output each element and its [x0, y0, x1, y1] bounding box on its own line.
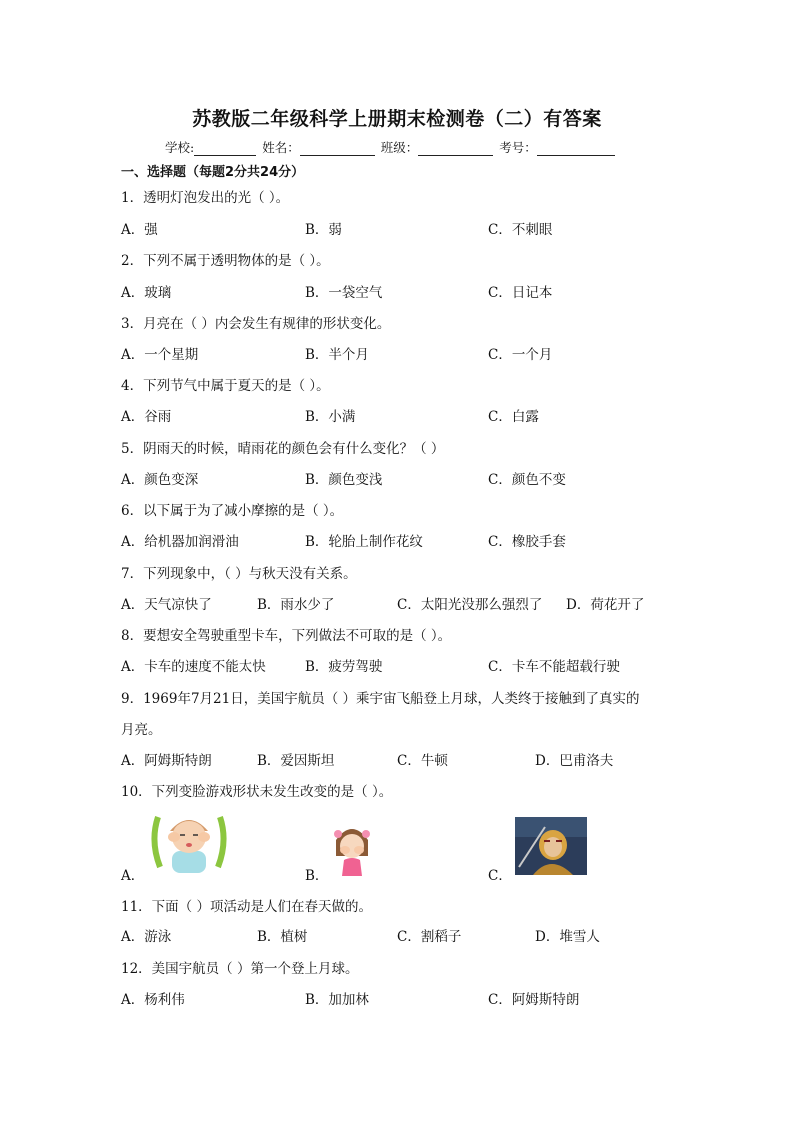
option-a: A．一个星期 [121, 347, 199, 363]
option-c: C．白露 [488, 409, 539, 425]
question-8: 8．要想安全驾驶重型卡车，下列做法不可取的是（ ）。 [121, 628, 452, 644]
question-5: 5．阴雨天的时候，晴雨花的颜色会有什么变化？（ ） [121, 441, 445, 457]
question-4: 4．下列节气中属于夏天的是（ ）。 [121, 378, 330, 394]
options-row-6 [121, 530, 681, 550]
option-a: A．颜色变深 [121, 472, 199, 488]
options-row-5 [121, 468, 681, 488]
question-6: 6．以下属于为了减小摩擦的是（ ）。 [121, 503, 344, 519]
option-c: C．一个月 [488, 347, 553, 363]
options-row-7 [121, 593, 681, 613]
option-b: B．一袋空气 [305, 285, 383, 301]
option-c: C．卡车不能超载行驶 [488, 659, 620, 675]
option-b: B．轮胎上制作花纹 [305, 534, 423, 550]
options-row-4 [121, 405, 681, 425]
option-a: A．给机器加润滑油 [121, 534, 239, 550]
option-b: B．疲劳驾驶 [305, 659, 383, 675]
question-12: 12．美国宇航员（ ）第一个登上月球。 [121, 961, 359, 977]
option-c: C．割稻子 [397, 929, 462, 945]
student-info-line [165, 138, 621, 156]
option-b: B．加加林 [305, 992, 369, 1008]
class-label: 班级： [380, 140, 419, 155]
options-row-3 [121, 343, 681, 363]
exam-no-blank [537, 141, 615, 156]
option-c: C．橡胶手套 [488, 534, 566, 550]
option-a: A．谷雨 [121, 409, 172, 425]
options-row-12 [121, 988, 681, 1008]
name-label: 姓名： [262, 140, 300, 155]
question-9: 9．1969年7月21日，美国宇航员（ ）乘宇宙飞船登上月球，人类终于接触到了真实的 [121, 691, 640, 707]
option-a: A．杨利伟 [121, 992, 185, 1008]
option-c: C．牛顿 [397, 753, 448, 769]
page-title: 苏教版二年级科学上册期末检测卷（二）有答案 [192, 108, 602, 130]
options-row-8 [121, 655, 681, 675]
options-row-1 [121, 218, 681, 238]
question-7: 7．下列现象中，（ ）与秋天没有关系。 [121, 566, 357, 582]
option-b: B．小满 [305, 409, 356, 425]
school-label: 学校: [165, 140, 195, 155]
option-d: D．堆雪人 [535, 929, 600, 945]
question-1: 1．透明灯泡发出的光（ ）。 [121, 190, 290, 206]
options-row-10 [121, 864, 681, 884]
option-b: B． [305, 868, 329, 884]
option-c: C． [488, 868, 512, 884]
options-row-9 [121, 749, 681, 769]
section-heading: 一、选择题（每题2分共24分） [121, 165, 305, 180]
option-a: A．卡车的速度不能太快 [121, 659, 266, 675]
option-a: A．阿姆斯特朗 [121, 753, 212, 769]
option-a: A．强 [121, 222, 158, 238]
question-9-continued: 月亮。 [121, 722, 162, 738]
option-c: C．太阳光没那么强烈了 [397, 597, 543, 613]
option-b: B．弱 [305, 222, 342, 238]
option-b: B．爱因斯坦 [257, 753, 335, 769]
name-blank [300, 141, 375, 156]
option-a: A．玻璃 [121, 285, 172, 301]
option-b: B．雨水少了 [257, 597, 335, 613]
class-blank [418, 141, 493, 156]
option-c: C．日记本 [488, 285, 553, 301]
options-row-11 [121, 925, 681, 945]
question-10: 10．下列变脸游戏形状未发生改变的是（ ）。 [121, 784, 393, 800]
option-a: A． [121, 868, 145, 884]
option-b: B．颜色变浅 [305, 472, 383, 488]
option-c: C．阿姆斯特朗 [488, 992, 580, 1008]
question-11: 11．下面（ ）项活动是人们在春天做的。 [121, 899, 372, 915]
question-3: 3．月亮在（ ）内会发生有规律的形状变化。 [121, 316, 391, 332]
option-d: D．巴甫洛夫 [535, 753, 614, 769]
question-2: 2．下列不属于透明物体的是（ ）。 [121, 253, 330, 269]
options-row-2 [121, 281, 681, 301]
option-a: A．游泳 [121, 929, 172, 945]
exam-no-label: 考号： [499, 140, 537, 155]
option-d: D．荷花开了 [566, 597, 645, 613]
option-a: A．天气凉快了 [121, 597, 212, 613]
option-c: C．颜色不变 [488, 472, 566, 488]
option-b: B．植树 [257, 929, 308, 945]
option-c: C．不刺眼 [488, 222, 553, 238]
school-blank [194, 141, 256, 156]
option-b: B．半个月 [305, 347, 369, 363]
